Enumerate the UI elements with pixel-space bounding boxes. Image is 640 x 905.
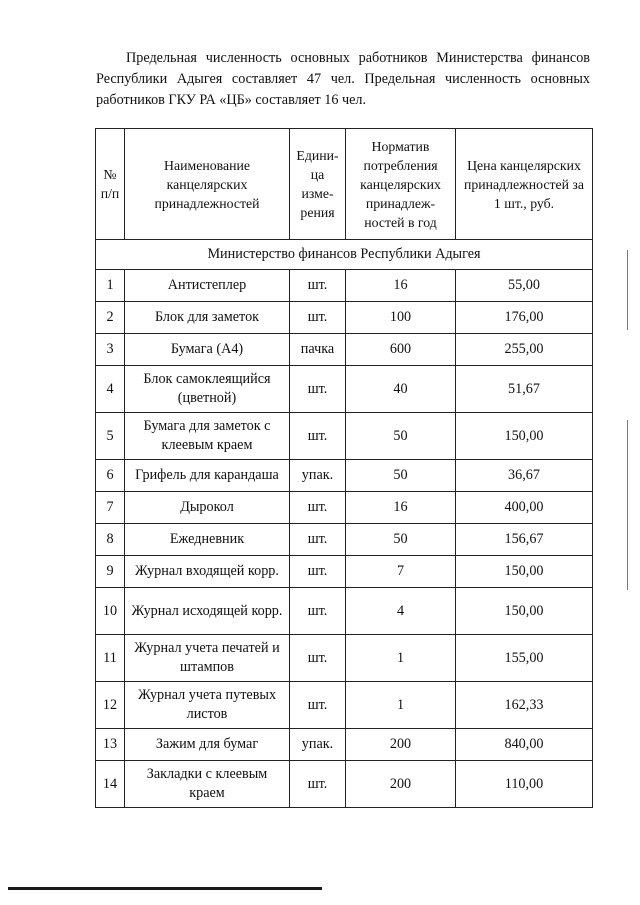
row-price: 840,00 — [456, 729, 593, 761]
intro-text: Предельная численность основных работников Министерства финансов Республики Адыгея составляет 47 чел. Предельная численность основных работников ГКУ РА «ЦБ» составляет 16 чел. — [96, 50, 590, 108]
table-row — [96, 270, 593, 302]
row-num: 14 — [96, 761, 125, 808]
table-row — [96, 729, 593, 761]
row-unit: шт. — [290, 270, 346, 302]
row-norm: 16 — [346, 270, 456, 302]
table-row — [96, 460, 593, 492]
row-norm: 200 — [346, 729, 456, 761]
stationery-norms-table — [95, 128, 593, 808]
row-name: Дырокол — [125, 492, 290, 524]
table-row — [96, 524, 593, 556]
row-num: 11 — [96, 635, 125, 682]
row-price: 156,67 — [456, 524, 593, 556]
row-unit: шт. — [290, 588, 346, 635]
row-num: 8 — [96, 524, 125, 556]
row-unit: шт. — [290, 413, 346, 460]
row-num: 10 — [96, 588, 125, 635]
row-price: 150,00 — [456, 588, 593, 635]
table-row — [96, 492, 593, 524]
header-price: Цена канцелярских принадлежностей за 1 шт., руб. — [456, 129, 593, 240]
table-row — [96, 334, 593, 366]
row-num: 4 — [96, 366, 125, 413]
row-num: 5 — [96, 413, 125, 460]
section-row — [96, 240, 593, 270]
row-unit: упак. — [290, 460, 346, 492]
row-norm: 7 — [346, 556, 456, 588]
row-name: Журнал учета печатей и штампов — [125, 635, 290, 682]
scan-edge-mark — [627, 250, 628, 330]
row-unit: шт. — [290, 682, 346, 729]
row-price: 150,00 — [456, 556, 593, 588]
table-row — [96, 635, 593, 682]
header-name: Наименование канцелярских принадлежностей — [125, 129, 290, 240]
row-num: 13 — [96, 729, 125, 761]
row-num: 12 — [96, 682, 125, 729]
row-num: 3 — [96, 334, 125, 366]
row-unit: шт. — [290, 761, 346, 808]
row-num: 6 — [96, 460, 125, 492]
row-num: 1 — [96, 270, 125, 302]
row-name: Блок самоклеящийся (цветной) — [125, 366, 290, 413]
row-norm: 1 — [346, 682, 456, 729]
footer-rule — [8, 887, 322, 890]
row-unit: упак. — [290, 729, 346, 761]
row-unit: шт. — [290, 492, 346, 524]
section-title: Министерство финансов Республики Адыгея — [96, 240, 593, 270]
row-num: 7 — [96, 492, 125, 524]
row-norm: 50 — [346, 413, 456, 460]
row-price: 36,67 — [456, 460, 593, 492]
header-num: № п/п — [96, 129, 125, 240]
row-num: 9 — [96, 556, 125, 588]
row-unit: пачка — [290, 334, 346, 366]
row-unit: шт. — [290, 635, 346, 682]
row-name: Бумага для заметок с клеевым краем — [125, 413, 290, 460]
table-row — [96, 413, 593, 460]
header-unit: Едини-ца изме-рения — [290, 129, 346, 240]
row-price: 162,33 — [456, 682, 593, 729]
row-price: 155,00 — [456, 635, 593, 682]
row-norm: 100 — [346, 302, 456, 334]
table-row — [96, 366, 593, 413]
row-name: Закладки с клеевым краем — [125, 761, 290, 808]
row-norm: 200 — [346, 761, 456, 808]
row-price: 55,00 — [456, 270, 593, 302]
row-price: 110,00 — [456, 761, 593, 808]
row-price: 176,00 — [456, 302, 593, 334]
row-norm: 40 — [346, 366, 456, 413]
row-num: 2 — [96, 302, 125, 334]
row-price: 255,00 — [456, 334, 593, 366]
row-name: Блок для заметок — [125, 302, 290, 334]
row-norm: 16 — [346, 492, 456, 524]
row-price: 51,67 — [456, 366, 593, 413]
row-name: Бумага (А4) — [125, 334, 290, 366]
table-row — [96, 588, 593, 635]
row-name: Ежедневник — [125, 524, 290, 556]
row-unit: шт. — [290, 366, 346, 413]
row-price: 150,00 — [456, 413, 593, 460]
table-row — [96, 556, 593, 588]
table-row — [96, 302, 593, 334]
table-row — [96, 682, 593, 729]
row-unit: шт. — [290, 556, 346, 588]
row-name: Журнал учета путевых листов — [125, 682, 290, 729]
row-name: Грифель для карандаша — [125, 460, 290, 492]
row-name: Антистеплер — [125, 270, 290, 302]
row-unit: шт. — [290, 302, 346, 334]
row-norm: 1 — [346, 635, 456, 682]
row-name: Журнал входящей корр. — [125, 556, 290, 588]
row-norm: 50 — [346, 460, 456, 492]
scan-edge-mark — [627, 420, 628, 590]
row-norm: 4 — [346, 588, 456, 635]
row-name: Журнал исходящей корр. — [125, 588, 290, 635]
table-row — [96, 761, 593, 808]
row-price: 400,00 — [456, 492, 593, 524]
header-norm: Норматив потребления канцелярских принадлеж-ностей в год — [346, 129, 456, 240]
intro-paragraph — [96, 48, 590, 111]
table-header-row — [96, 129, 593, 240]
row-norm: 600 — [346, 334, 456, 366]
row-name: Зажим для бумаг — [125, 729, 290, 761]
row-unit: шт. — [290, 524, 346, 556]
row-norm: 50 — [346, 524, 456, 556]
